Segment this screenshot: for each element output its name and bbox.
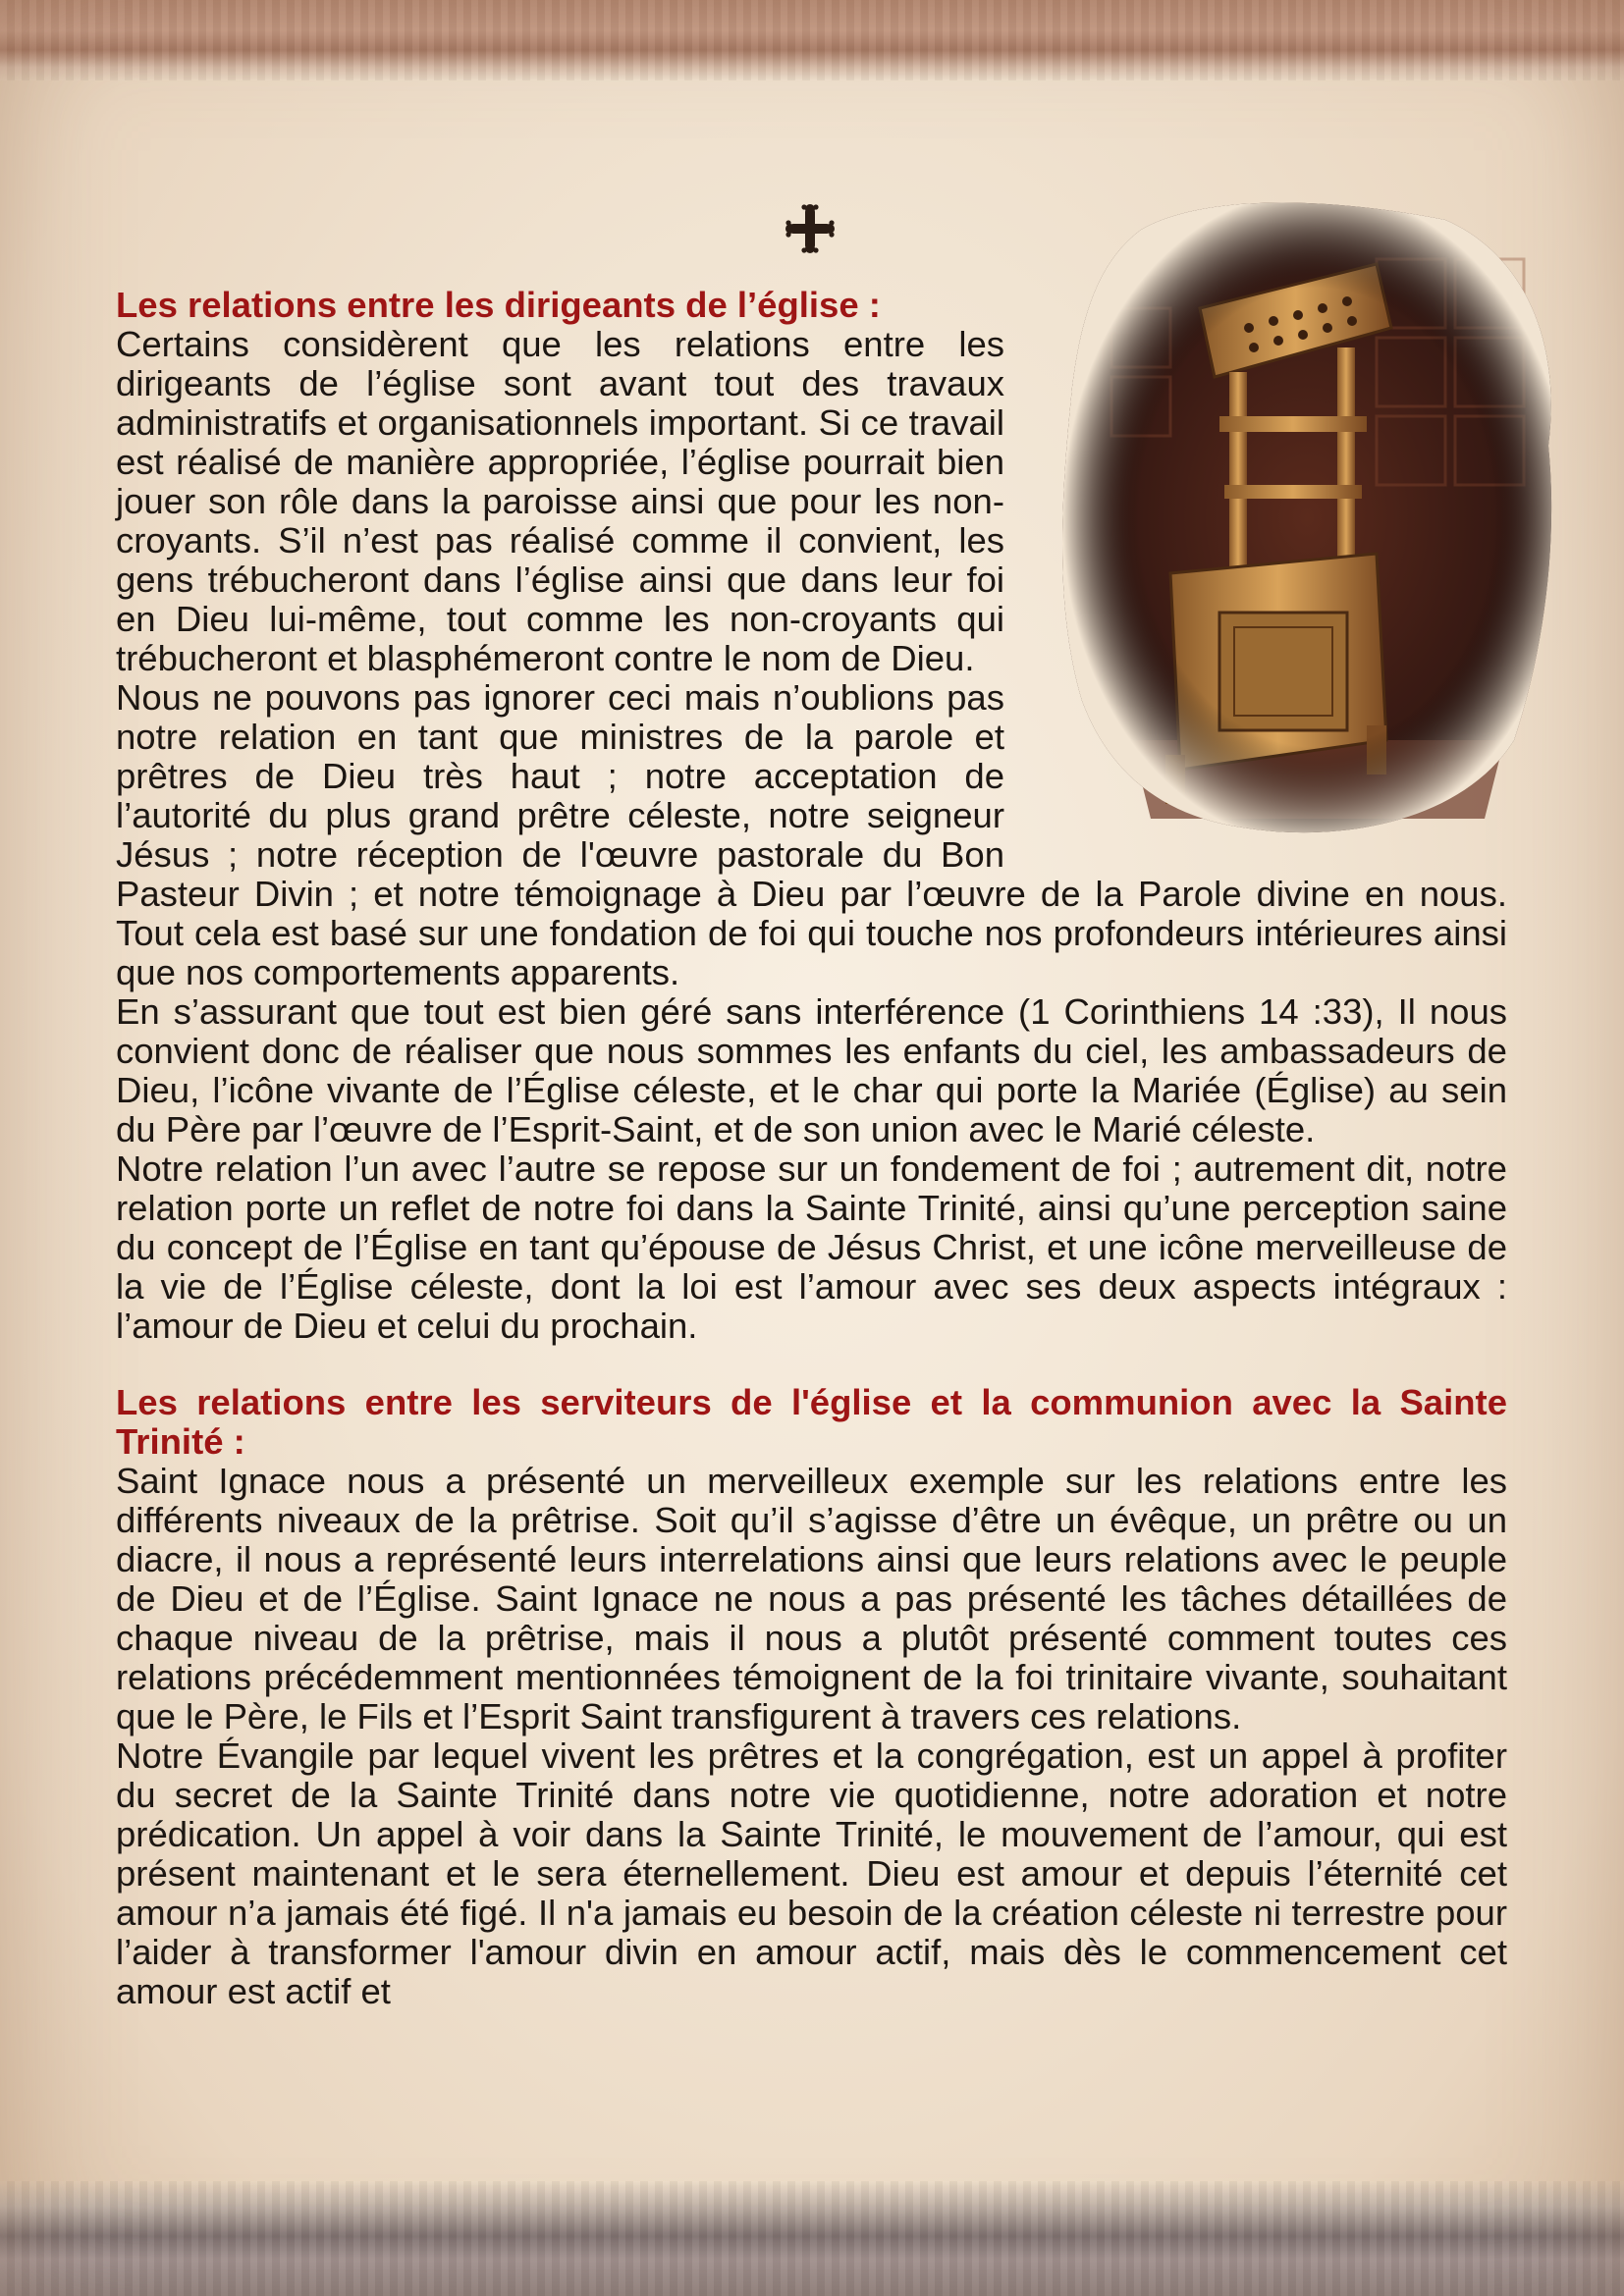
section1-paragraph: Certains considèrent que les relations entre les dirigeants de l’église sont avant tout des travaux administratifs et organisationnels important. Si ce travail est réalisé de manière appropriée, l’église pourrait bien jouer son rôle dans la paroisse ainsi que pour les non-croyants. S’il n’est pas réalisé comme il convient, les gens trébucheront dans l’église ainsi que dans leur foi en Dieu lui-même, tout comme les non-croyants qui trébucheront et blasphémeront contre le nom de Dieu. [116,324,1004,678]
section1-paragraph: En s’assurant que tout est bien géré sans interférence (1 Corinthiens 14 :33), Il nous convient donc de réaliser que nous sommes les enfants du ciel, les ambassadeurs de Dieu, l’icône vivante de l’Église céleste, et le char qui porte la Mariée (Église) au sein du Père par l’œuvre de l’Esprit-Saint, et de son union avec le Marié céleste. [116,991,1507,1149]
section2-paragraph: Saint Ignace nous a présenté un merveilleux exemple sur les relations entre les différents niveaux de la prêtrise. Soit qu’il s’agisse d’être un évêque, un prêtre ou un diacre, il nous a représenté leurs interrelations ainsi que leurs relations avec le peuple de Dieu et de l’Église. Saint Ignace ne nous a pas présenté les tâches détaillées de chaque niveau de la prêtrise, mais il nous a plutôt présenté comment toutes ces relations précédemment mentionnées témoignent de la foi trinitaire vivante, souhaitant que le Père, le Fils et l’Esprit Saint transfigurent à travers ces relations. [116,1461,1507,1736]
section2-paragraph: Notre Évangile par lequel vivent les prêtres et la congrégation, est un appel à profiter du secret de la Sainte Trinité dans notre vie quotidienne, notre adoration et notre prédication. Un appel à voir dans la Sainte Trinité, le mouvement de l’amour, qui est présent maintenant et le sera éternellement. Dieu est amour et depuis l’éternité cet amour n’a jamais été figé. Il n'a jamais eu besoin de la création céleste ni terrestre pour l’aider à transformer l'amour divin en amour actif, mais dès le commencement cet amour est actif et [116,1735,1507,2011]
section1-heading: Les relations entre les dirigeants de l’église : [116,285,881,325]
section2-heading: Les relations entre les serviteurs de l'église et la communion avec la Sainte Trinité : [116,1382,1507,1462]
top-border [0,0,1624,80]
bottom-border [0,2181,1624,2296]
coptic-cross-icon [785,204,835,253]
section1-paragraph: Nous ne pouvons pas ignorer ceci mais n’oublions pas notre relation en tant que ministres de la parole et prêtres de Dieu très haut ; notre acceptation de l’autorité du plus grand prêtre céleste, notre seigneur Jésus ; notre réception de l'œuvre pastorale du Bon Pasteur Divin ; et notre témoignage à Dieu par l’œuvre de la Parole divine en nous. Tout cela est basé sur une fondation de foi qui touche nos profondeurs intérieures ainsi que nos comportements apparents. [116,677,1507,992]
article-body [116,286,1507,2011]
section-spacer [116,1346,1507,1383]
section1-paragraph: Notre relation l’un avec l’autre se repose sur un fondement de foi ; autrement dit, notre relation porte un reflet de notre foi dans la Sainte Trinité, ainsi qu’une perception saine du concept de l’Église en tant qu’épouse de Jésus Christ, et une icône merveilleuse de la vie de l’Église céleste, dont la loi est l’amour avec ses deux aspects intégraux : l’amour de Dieu et celui du prochain. [116,1148,1507,1346]
photo-spacer [1026,286,1507,841]
